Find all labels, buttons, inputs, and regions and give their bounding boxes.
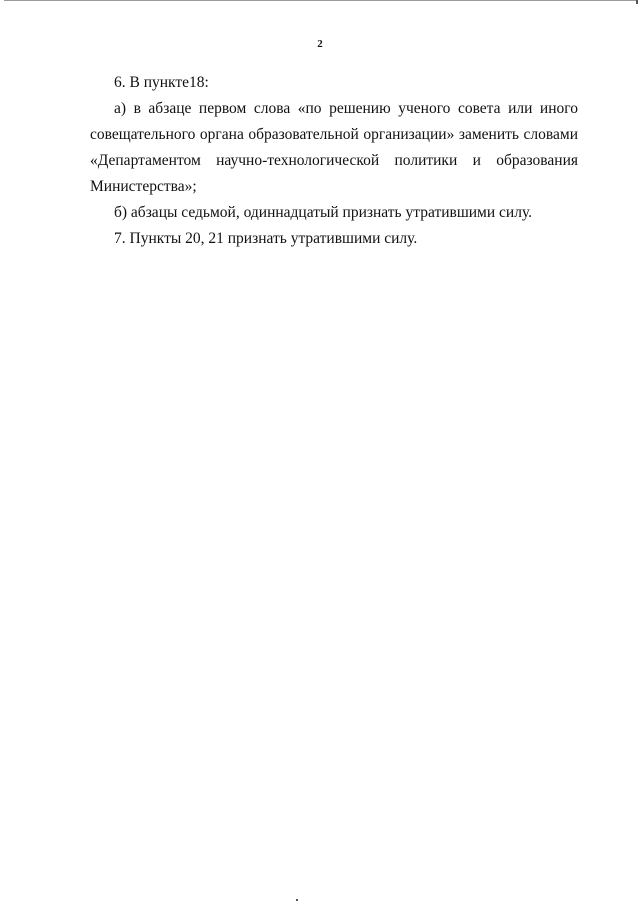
page-number: 2	[317, 38, 323, 50]
scan-bottom-mark	[296, 899, 298, 901]
paragraph-item-6: 6. В пункте18:	[114, 74, 209, 91]
scan-corner-mark	[636, 0, 638, 4]
paragraph-item-6a: а) в абзаце первом слова «по решению ученого совета или иного совещательного органа образовательной организации» заменить словами «Департаментом научно-технологической политики и образования Министерства»;	[90, 100, 578, 195]
page-top-border	[4, 0, 636, 1]
paragraph-item-7: 7. Пункты 20, 21 признать утратившими силу.	[114, 230, 418, 247]
paragraph-item-6b: б) абзацы седьмой, одиннадцатый признать утратившими силу.	[114, 204, 533, 221]
document-body	[90, 70, 578, 252]
